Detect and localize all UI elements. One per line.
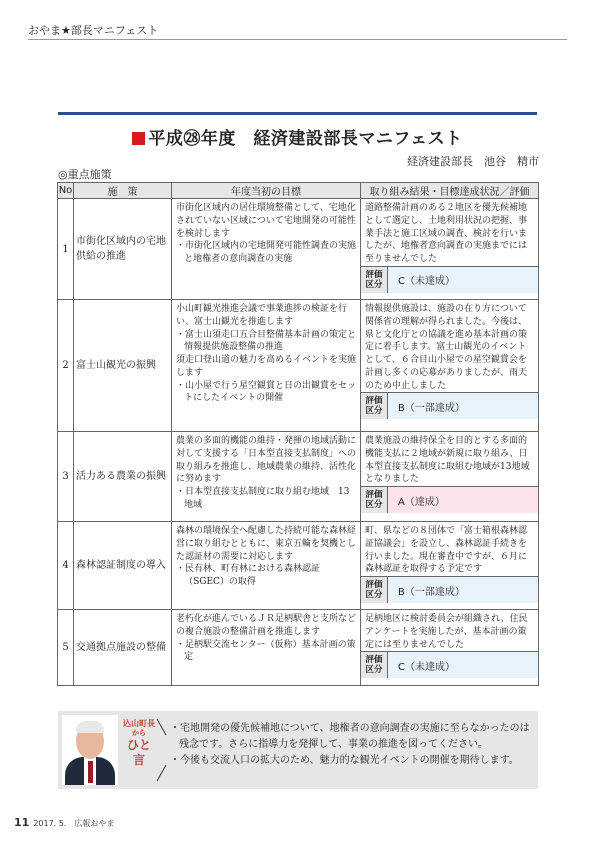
result-cell [361,199,539,300]
evaluation-row [361,266,538,293]
evaluation-row [361,486,538,513]
evaluation-label: 評価 区分 [361,652,388,678]
evaluation-value: C（未達成） [388,652,538,678]
goal-text: ・山小屋で行う星空観賞と日の出観賞をセットにしたイベントの開催 [176,380,357,404]
evaluation-value: C（未達成） [388,267,538,293]
goal-cell [172,432,361,522]
result-cell [361,432,539,522]
result-cell [361,610,539,686]
page-number: 11 [14,816,30,829]
running-header: おやま★部長マニフェスト [28,24,159,37]
row-number: 3 [58,432,74,522]
header-divider [28,39,567,40]
evaluation-value: A（達成） [388,487,538,513]
section-label: ◎重点施策 [58,168,112,181]
row-number: 4 [58,522,74,610]
mayor-comment-box [58,711,538,789]
goal-cell [172,610,361,686]
evaluation-label: 評価 区分 [361,393,388,419]
evaluation-row [361,576,538,603]
goal-text: ・民有林、町有林における森林認証（SGEC）の取得 [176,564,321,588]
goal-text: ・市街化区域内の宅地開発可能性調査の実施と地権者の意向調査の実施 [176,241,357,265]
title-rule [58,112,537,115]
result-text: 町、県などの８団体で「富士箱根森林認証協議会」を設立し、森林認証手続きを行いました。現在審査中ですが、６月に森林認証を取得する予定です [365,526,528,575]
goal-text: 森林の環境保全へ配慮した持続可能な森林経営に取り組むとともに、東京五輪を契機とした認証材の需要に対応します [176,526,357,562]
table-row [58,199,539,300]
evaluation-label: 評価 区分 [361,267,388,293]
footer [14,816,114,829]
evaluation-row [361,392,538,419]
result-cell [361,522,539,610]
goal-cell [172,300,361,432]
policy-name: 交通拠点施設の整備 [74,610,172,686]
result-text: 道路整備計画のある２地区を優先候補地として選定し、土地利用状況の把握、事業手法と施工区域の調査、検討を行いましたが、地権者意向調査の実施までには至りませんでした [365,203,528,265]
result-cell [361,300,539,432]
goal-cell [172,199,361,300]
row-number: 5 [58,610,74,686]
result-text: 情報提供施設は、施設の在り方について関係省の理解が得られました。今後は、県と文化庁との協議を進め基本計画の策定に着手します。富士山観光のイベントとして、６合目山小屋での星空観賞会を計画し多くの応募がありましたが、雨天のため中止しました [365,304,528,391]
red-square-icon [132,132,145,145]
header-no: No [58,183,74,199]
policy-name: 富士山観光の振興 [74,300,172,432]
goal-text: ・足柄駅交流センター（仮称）基本計画の策定 [176,639,356,663]
evaluation-value: B（一部達成） [388,393,538,419]
comment-text [170,721,530,769]
goal-text: 須走口登山道の魅力を高めるイベントを実施します [176,355,357,378]
page-title-text: 平成㉘年度 経済建設部長マニフェスト [148,129,463,149]
goal-text: 小山町観光推進会議で事業進捗の検証を行い、富士山観光を推進します [176,304,348,327]
goal-text: ・日本型直接支払制度に取り組む地域 13地域 [176,487,350,510]
goal-text: 市街化区域内の居住環境整備として、宅地化されていない区域について宅地開発の可能性を検討します [176,203,356,239]
policy-name: 森林認証制度の導入 [74,522,172,610]
comment-line: ・今後も交流人口の拡大のため、魅力的な観光イベントの開催を期待します。 [170,755,519,766]
header-policy: 施 策 [74,183,172,199]
goal-text: 農業の多面的機能の維持・発揮の地域活動に対して支援する「日本型直接支払制度」への取り組みを推進し、地域農業の維持、活性化に努めます [176,436,357,485]
header-goal: 年度当初の目標 [172,183,361,199]
mayor-photo [62,715,118,785]
evaluation-label: 評価 区分 [361,487,388,513]
evaluation-row [361,651,538,678]
policy-name: 活力ある農業の振興 [74,432,172,522]
policy-name: 市街化区域内の宅地供給の推進 [74,199,172,300]
result-text: 足柄地区に検討委員会が組織され、住民アンケートを実施したが、基本計画の策定には至りませんでした [365,614,528,650]
evaluation-label: 評価 区分 [361,577,388,603]
table-row [58,300,539,432]
comment-label-line2: から [132,728,146,737]
table-row [58,610,539,686]
evaluation-value: B（一部達成） [388,577,538,603]
comment-label-line3: ひと言 [126,737,151,768]
divider-slash-icon [154,715,168,785]
author-line: 経済建設部長 池谷 精市 [407,155,539,168]
comment-line: ・宅地開発の優先候補地について、地権者の意向調査の実施に至らなかったのは残念です。さらに指導力を発揮して、事業の推進を図ってください。 [170,723,530,750]
row-number: 2 [58,300,74,432]
comment-label [122,719,156,769]
comment-label-line1: 込山町長 [123,719,155,728]
result-text: 農業施設の維持保全を目的とする多面的機能支払に２地域が新規に取り組み、日本型直接支払制度に取組む地域が13地域となりました [365,436,530,485]
header-result: 取り組み結果・目標達成状況／評価 [361,183,539,199]
goal-cell [172,522,361,610]
footer-text: 2017. 5. 広報おやま [33,819,115,828]
page-title [0,124,595,149]
goal-text: ・富士山須走口五合目整備基本計画の策定と情報提供施設整備の推進 [176,329,357,353]
row-number: 1 [58,199,74,300]
table-row [58,432,539,522]
goal-text: 老朽化が進んでいるＪＲ足柄駅舎と支所などの複合施設の整備計画を推進します [176,614,357,637]
manifesto-table [57,182,539,686]
table-row [58,522,539,610]
